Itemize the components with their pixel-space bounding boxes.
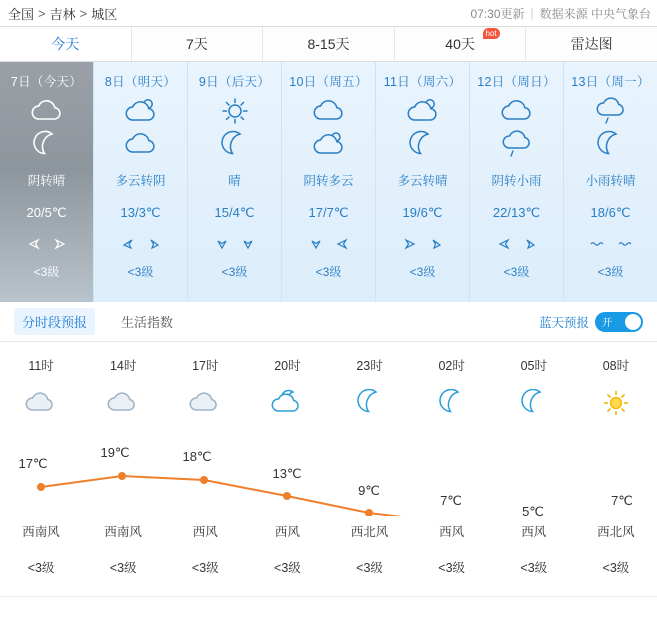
temp-label: 9℃ xyxy=(358,483,380,498)
cloudy-night-icon xyxy=(121,129,161,159)
day-icons xyxy=(27,96,67,159)
sunny-icon xyxy=(598,386,634,420)
temperature-range: 20/5℃ xyxy=(26,205,67,220)
top-bar xyxy=(0,0,657,26)
temperature-chart xyxy=(0,424,657,516)
wind-direction: 西风 xyxy=(521,525,547,539)
hour-icon-cell xyxy=(82,374,164,420)
wind-level: <3级 xyxy=(315,265,342,279)
toggle-label: 开 xyxy=(602,318,612,329)
hour-icon-cell xyxy=(411,374,493,420)
header-meta xyxy=(471,5,652,22)
forecast-day-card[interactable] xyxy=(470,62,564,302)
day-icons xyxy=(215,96,255,159)
tab-today[interactable] xyxy=(0,27,132,61)
moon-icon xyxy=(591,129,631,159)
moon-icon xyxy=(434,386,470,420)
temperature-range: 15/4℃ xyxy=(214,205,255,220)
partly-cloudy-icon xyxy=(121,96,161,126)
temperature-range: 13/3℃ xyxy=(120,205,161,220)
moon-icon xyxy=(403,129,443,159)
wind-level: <3级 xyxy=(127,265,154,279)
wind-level-cell xyxy=(575,540,657,576)
hour-icon-cell xyxy=(575,374,657,420)
wind-cell xyxy=(164,522,246,540)
moon-icon xyxy=(27,129,67,159)
wind-direction: 西南风 xyxy=(22,525,60,539)
wind-level: <3级 xyxy=(191,561,219,575)
tab-40days[interactable] xyxy=(395,27,527,61)
wind-level: <3级 xyxy=(274,561,301,575)
wind-level-cell xyxy=(246,540,328,576)
wind-direction: 西风 xyxy=(439,525,465,539)
day-icons xyxy=(591,96,631,159)
hour-icon-cell xyxy=(164,374,246,420)
hour-column[interactable] xyxy=(329,356,411,374)
temp-label: 17℃ xyxy=(18,456,48,471)
wind-direction: 西北风 xyxy=(597,525,635,539)
temperature-range: 17/7℃ xyxy=(308,205,349,220)
hour-label: 20时 xyxy=(274,359,301,373)
forecast-day-card[interactable] xyxy=(282,62,376,302)
weather-desc: 阴转晴 xyxy=(27,174,66,188)
update-time: 07:30更新 xyxy=(470,6,525,21)
temperature-range: 19/6℃ xyxy=(402,205,443,220)
meta-divider: | xyxy=(530,6,534,20)
sky-forecast-label: 蓝天预报 xyxy=(538,315,589,330)
wind-level-cell xyxy=(0,540,82,576)
hour-column[interactable] xyxy=(0,356,82,374)
main-tabs xyxy=(0,26,657,62)
weather-desc: 小雨转晴 xyxy=(585,174,636,188)
bottom-divider xyxy=(0,596,657,597)
light-rain-icon xyxy=(591,96,631,126)
wind-arrows xyxy=(28,237,66,251)
weather-desc: 阴转小雨 xyxy=(491,174,542,188)
wind-level: <3级 xyxy=(33,265,60,279)
cloudy-icon xyxy=(105,386,141,420)
hourly-wind-levels xyxy=(0,540,657,576)
wind-level: <3级 xyxy=(109,561,137,575)
cloudy-icon xyxy=(23,386,59,420)
wind-direction: 西风 xyxy=(192,525,218,539)
sky-forecast-toggle[interactable] xyxy=(595,312,643,332)
tab-label: 7天 xyxy=(185,36,208,52)
hour-column[interactable] xyxy=(411,356,493,374)
forecast-day-card[interactable] xyxy=(564,62,657,302)
sub-tab-label: 分时段预报 xyxy=(22,315,88,330)
weather-desc: 阴转多云 xyxy=(303,174,354,188)
toggle-knob xyxy=(625,314,641,330)
sub-tabs xyxy=(14,308,181,335)
weather-desc: 晴 xyxy=(228,174,241,188)
cloudy-icon xyxy=(27,96,67,126)
wind-level-cell xyxy=(164,540,246,576)
seven-day-forecast xyxy=(0,62,657,302)
hour-label: 02时 xyxy=(438,359,465,373)
day-name: 10日（周五） xyxy=(289,75,368,89)
hour-label: 05时 xyxy=(520,359,548,373)
weather-desc: 多云转晴 xyxy=(397,174,448,188)
wind-arrows xyxy=(122,237,160,251)
wind-direction: 西南风 xyxy=(104,525,142,539)
breadcrumb-item-1[interactable]: 吉林 xyxy=(49,6,76,22)
wind-arrows xyxy=(216,237,254,251)
wind-arrows xyxy=(498,237,536,251)
wind-level-cell xyxy=(411,540,493,576)
breadcrumb-separator: > xyxy=(38,5,46,21)
forecast-day-card[interactable] xyxy=(188,62,282,302)
wind-arrows xyxy=(404,237,442,251)
hour-icon-cell xyxy=(246,374,328,420)
day-name: 7日（今天） xyxy=(10,75,83,89)
wind-arrows xyxy=(590,237,632,251)
day-name: 13日（周一） xyxy=(571,75,650,89)
hour-column[interactable] xyxy=(575,356,657,374)
day-icons xyxy=(309,96,349,159)
temp-label: 5℃ xyxy=(522,504,544,516)
day-icons xyxy=(497,96,537,159)
tab-8-15days[interactable] xyxy=(263,27,395,61)
day-name: 8日（明天） xyxy=(104,75,177,89)
sub-tab-hourly-forecast[interactable] xyxy=(14,308,95,335)
wind-level-cell xyxy=(493,540,575,576)
tab-label: 今天 xyxy=(51,36,80,52)
hour-icon-cell xyxy=(0,374,82,420)
wind-cell xyxy=(0,522,82,540)
temp-label: 19℃ xyxy=(100,445,130,460)
partly-cloudy-night-icon xyxy=(309,129,349,159)
wind-level-cell xyxy=(329,540,411,576)
sub-tab-bar xyxy=(0,302,657,342)
wind-level: <3级 xyxy=(409,265,436,279)
wind-level-cell xyxy=(82,540,164,576)
hour-label: 23时 xyxy=(356,359,383,373)
partly-cloudy-night-icon xyxy=(269,386,305,420)
data-source: 数据来源 中央气象台 xyxy=(539,6,651,21)
sub-tab-life-index[interactable] xyxy=(113,308,181,335)
wind-cell xyxy=(82,522,164,540)
wind-level: <3级 xyxy=(27,561,55,575)
partly-cloudy-icon xyxy=(403,96,443,126)
wind-level: <3级 xyxy=(356,561,383,575)
wind-level: <3级 xyxy=(520,561,548,575)
hour-label: 17时 xyxy=(192,359,219,373)
hourly-forecast xyxy=(0,342,657,597)
temp-label: 7℃ xyxy=(611,493,633,508)
light-rain-icon xyxy=(497,129,537,159)
moon-icon xyxy=(215,129,255,159)
day-icons xyxy=(121,96,161,159)
breadcrumb-separator: > xyxy=(79,5,88,21)
day-name: 12日（周日） xyxy=(477,75,556,89)
hour-column[interactable] xyxy=(246,356,328,374)
tab-radar[interactable] xyxy=(526,27,657,61)
breadcrumb xyxy=(8,4,117,23)
wind-cell xyxy=(329,522,411,540)
temp-label: 7℃ xyxy=(440,493,462,508)
hourly-wind-directions xyxy=(0,522,657,540)
hourly-times xyxy=(0,356,657,374)
wind-arrows xyxy=(310,237,348,251)
forecast-day-card[interactable] xyxy=(94,62,188,302)
hour-label: 08时 xyxy=(602,359,630,373)
weather-desc: 多云转阴 xyxy=(115,174,166,188)
forecast-day-card[interactable] xyxy=(376,62,470,302)
tab-label: 雷达图 xyxy=(570,36,613,52)
wind-level: <3级 xyxy=(503,265,530,279)
wind-cell xyxy=(411,522,493,540)
wind-direction: 西风 xyxy=(274,525,300,539)
temperature-range: 22/13℃ xyxy=(492,205,541,220)
cloudy-icon xyxy=(497,96,537,126)
wind-direction: 西北风 xyxy=(350,525,389,539)
temp-label: 13℃ xyxy=(272,466,302,481)
tab-label: 40天 xyxy=(445,36,475,52)
hot-badge: hot xyxy=(483,28,500,39)
wind-level: <3级 xyxy=(221,265,248,279)
cloudy-icon xyxy=(309,96,349,126)
day-name: 9日（后天） xyxy=(198,75,271,89)
day-name: 11日（周六） xyxy=(383,75,462,89)
hour-label: 14时 xyxy=(109,359,137,373)
wind-cell xyxy=(493,522,575,540)
breadcrumb-item-0[interactable]: 全国 xyxy=(8,6,35,22)
moon-icon xyxy=(352,386,388,420)
hour-icon-cell xyxy=(493,374,575,420)
hourly-icons xyxy=(0,374,657,420)
sunny-icon xyxy=(215,96,255,126)
wind-level: <3级 xyxy=(438,561,466,575)
day-icons xyxy=(403,96,443,159)
wind-level: <3级 xyxy=(602,561,630,575)
hour-column[interactable] xyxy=(164,356,246,374)
hour-label: 11时 xyxy=(28,359,54,373)
sky-forecast-control xyxy=(539,312,643,332)
breadcrumb-item-2[interactable]: 城区 xyxy=(91,6,118,22)
wind-level: <3级 xyxy=(597,265,624,279)
tab-label: 8-15天 xyxy=(307,36,350,52)
wind-cell xyxy=(575,522,657,540)
cloudy-icon xyxy=(187,386,223,420)
hour-column[interactable] xyxy=(82,356,164,374)
temp-label: 18℃ xyxy=(182,449,212,464)
forecast-day-card[interactable] xyxy=(0,62,94,302)
temperature-range: 18/6℃ xyxy=(590,205,631,220)
hour-column[interactable] xyxy=(493,356,575,374)
hour-icon-cell xyxy=(329,374,411,420)
moon-icon xyxy=(516,386,552,420)
tab-7days[interactable] xyxy=(132,27,264,61)
sub-tab-label: 生活指数 xyxy=(121,315,174,330)
wind-cell xyxy=(246,522,328,540)
